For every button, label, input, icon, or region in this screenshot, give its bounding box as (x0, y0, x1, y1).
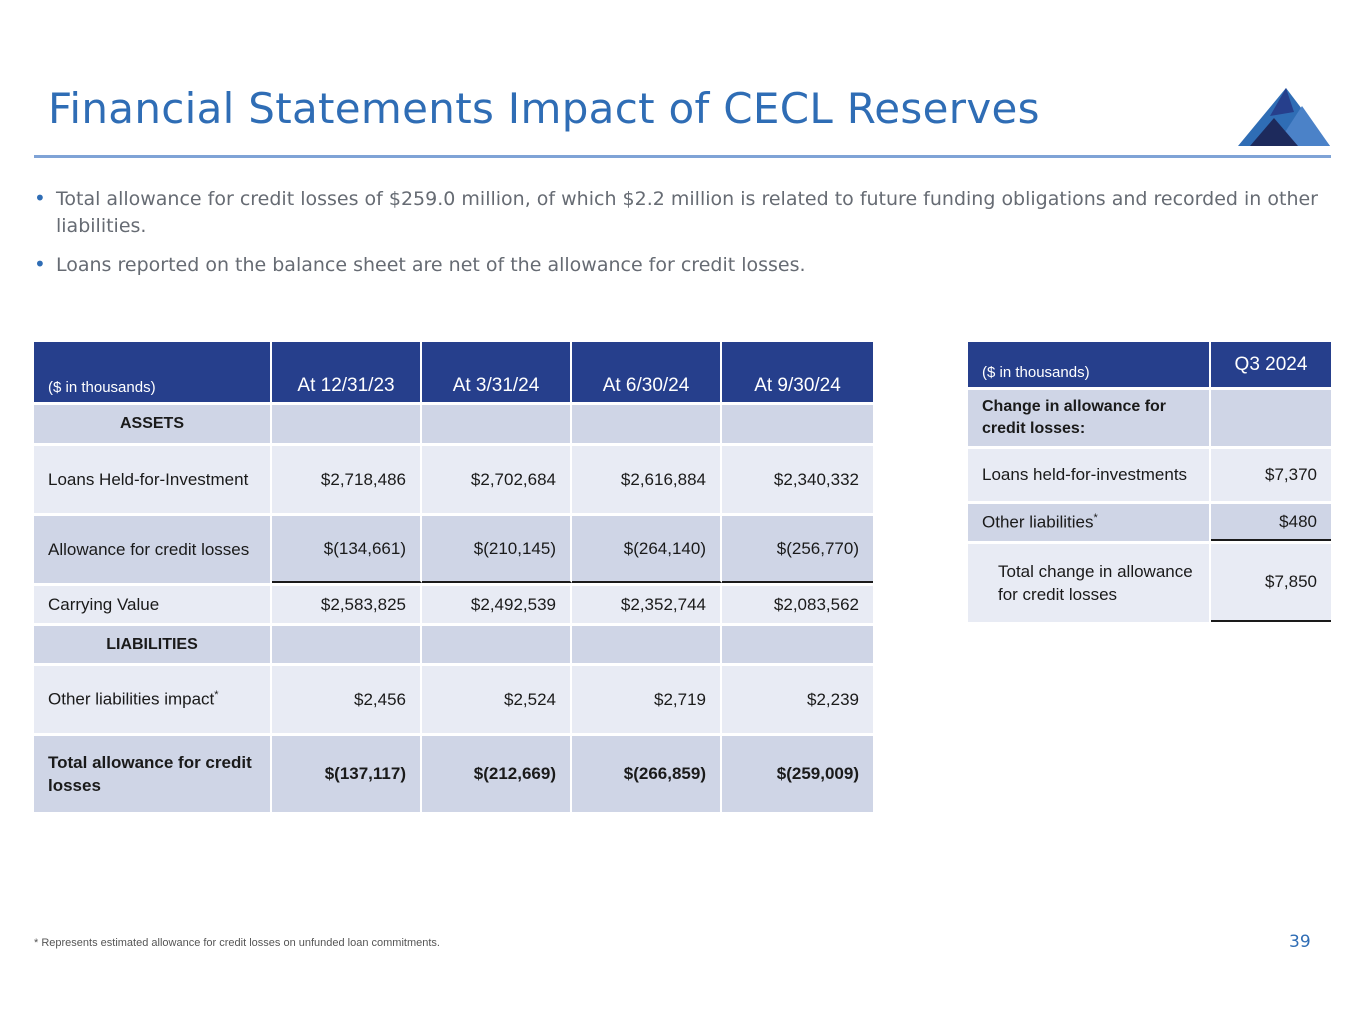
table-row (968, 387, 1331, 446)
row-label: Total allowance for credit losses (34, 733, 272, 812)
column-header: At 9/30/24 (722, 342, 873, 402)
footnote-mark: * (214, 689, 219, 702)
cell-value: $(259,009) (722, 733, 873, 812)
table-row (34, 443, 873, 513)
table-row (34, 513, 873, 583)
row-label (968, 501, 1211, 541)
footnote: * Represents estimated allowance for credit losses on unfunded loan commitments. (34, 937, 440, 949)
cell-value: $2,702,684 (422, 443, 572, 513)
section-label-liabilities: LIABILITIES (34, 623, 272, 663)
cell-value: $(134,661) (272, 513, 422, 583)
bullet-marker: • (34, 252, 46, 276)
table-row-total (34, 733, 873, 812)
row-label: Total change in allowance for credit losses (968, 541, 1211, 622)
cell-value: $(256,770) (722, 513, 873, 583)
bullet-marker: • (34, 186, 46, 210)
cell-value: $2,719 (572, 663, 722, 733)
cell-value: $(210,145) (422, 513, 572, 583)
empty-cell (422, 402, 572, 443)
page-title: Financial Statements Impact of CECL Reserves (48, 84, 1040, 133)
table-row (34, 663, 873, 733)
table-row-total (968, 541, 1331, 622)
row-label-text: Other liabilities (982, 512, 1094, 532)
cell-value: $480 (1211, 501, 1331, 541)
title-divider (34, 155, 1331, 158)
footnote-mark: * (1093, 512, 1098, 525)
bullet-text: Total allowance for credit losses of $259.0 million, of which $2.2 million is related to future funding obligations and recorded in other liabilities. (56, 188, 1318, 237)
empty-cell (722, 623, 873, 663)
cell-value: $(266,859) (572, 733, 722, 812)
empty-cell (422, 623, 572, 663)
bullet-text: Loans reported on the balance sheet are net of the allowance for credit losses. (56, 254, 806, 276)
cell-value: $2,583,825 (272, 583, 422, 623)
cell-value: $7,850 (1211, 541, 1331, 622)
row-label-text: Other liabilities impact (48, 689, 215, 709)
column-header: At 12/31/23 (272, 342, 422, 402)
cell-value: $2,083,562 (722, 583, 873, 623)
table-row (34, 623, 873, 663)
table-row (34, 583, 873, 623)
section-label-assets: ASSETS (34, 402, 272, 443)
empty-cell (722, 402, 873, 443)
cell-value: $2,718,486 (272, 443, 422, 513)
table-header-row (968, 342, 1331, 387)
cell-value: $(264,140) (572, 513, 722, 583)
row-label: Allowance for credit losses (34, 513, 272, 583)
cell-value: $7,370 (1211, 446, 1331, 501)
bullet-item (34, 186, 1318, 240)
unit-label: ($ in thousands) (34, 342, 272, 402)
bullet-item (34, 252, 1318, 279)
table-header-row (34, 342, 873, 402)
cell-value (1211, 387, 1331, 446)
table-row (34, 402, 873, 443)
cell-value: $2,239 (722, 663, 873, 733)
cell-value: $(137,117) (272, 733, 422, 812)
column-header: Q3 2024 (1211, 342, 1331, 387)
row-label: Change in allowance for credit losses: (968, 387, 1211, 446)
cell-value: $2,492,539 (422, 583, 572, 623)
cell-value: $2,456 (272, 663, 422, 733)
cell-value: $2,340,332 (722, 443, 873, 513)
cell-value: $(212,669) (422, 733, 572, 812)
table-row (968, 501, 1331, 541)
empty-cell (272, 623, 422, 663)
cell-value: $2,616,884 (572, 443, 722, 513)
empty-cell (272, 402, 422, 443)
row-label: Carrying Value (34, 583, 272, 623)
cell-value: $2,524 (422, 663, 572, 733)
unit-label: ($ in thousands) (968, 342, 1211, 387)
row-label: Loans held-for-investments (968, 446, 1211, 501)
table-row (968, 446, 1331, 501)
row-label (34, 663, 272, 733)
empty-cell (572, 402, 722, 443)
column-header: At 3/31/24 (422, 342, 572, 402)
bullet-list (34, 186, 1318, 291)
column-header: At 6/30/24 (572, 342, 722, 402)
cell-value: $2,352,744 (572, 583, 722, 623)
balance-sheet-table (34, 342, 873, 812)
mountain-logo-icon (1236, 86, 1332, 148)
allowance-change-table (968, 342, 1331, 622)
row-label: Loans Held-for-Investment (34, 443, 272, 513)
page-number: 39 (1289, 932, 1311, 952)
empty-cell (572, 623, 722, 663)
